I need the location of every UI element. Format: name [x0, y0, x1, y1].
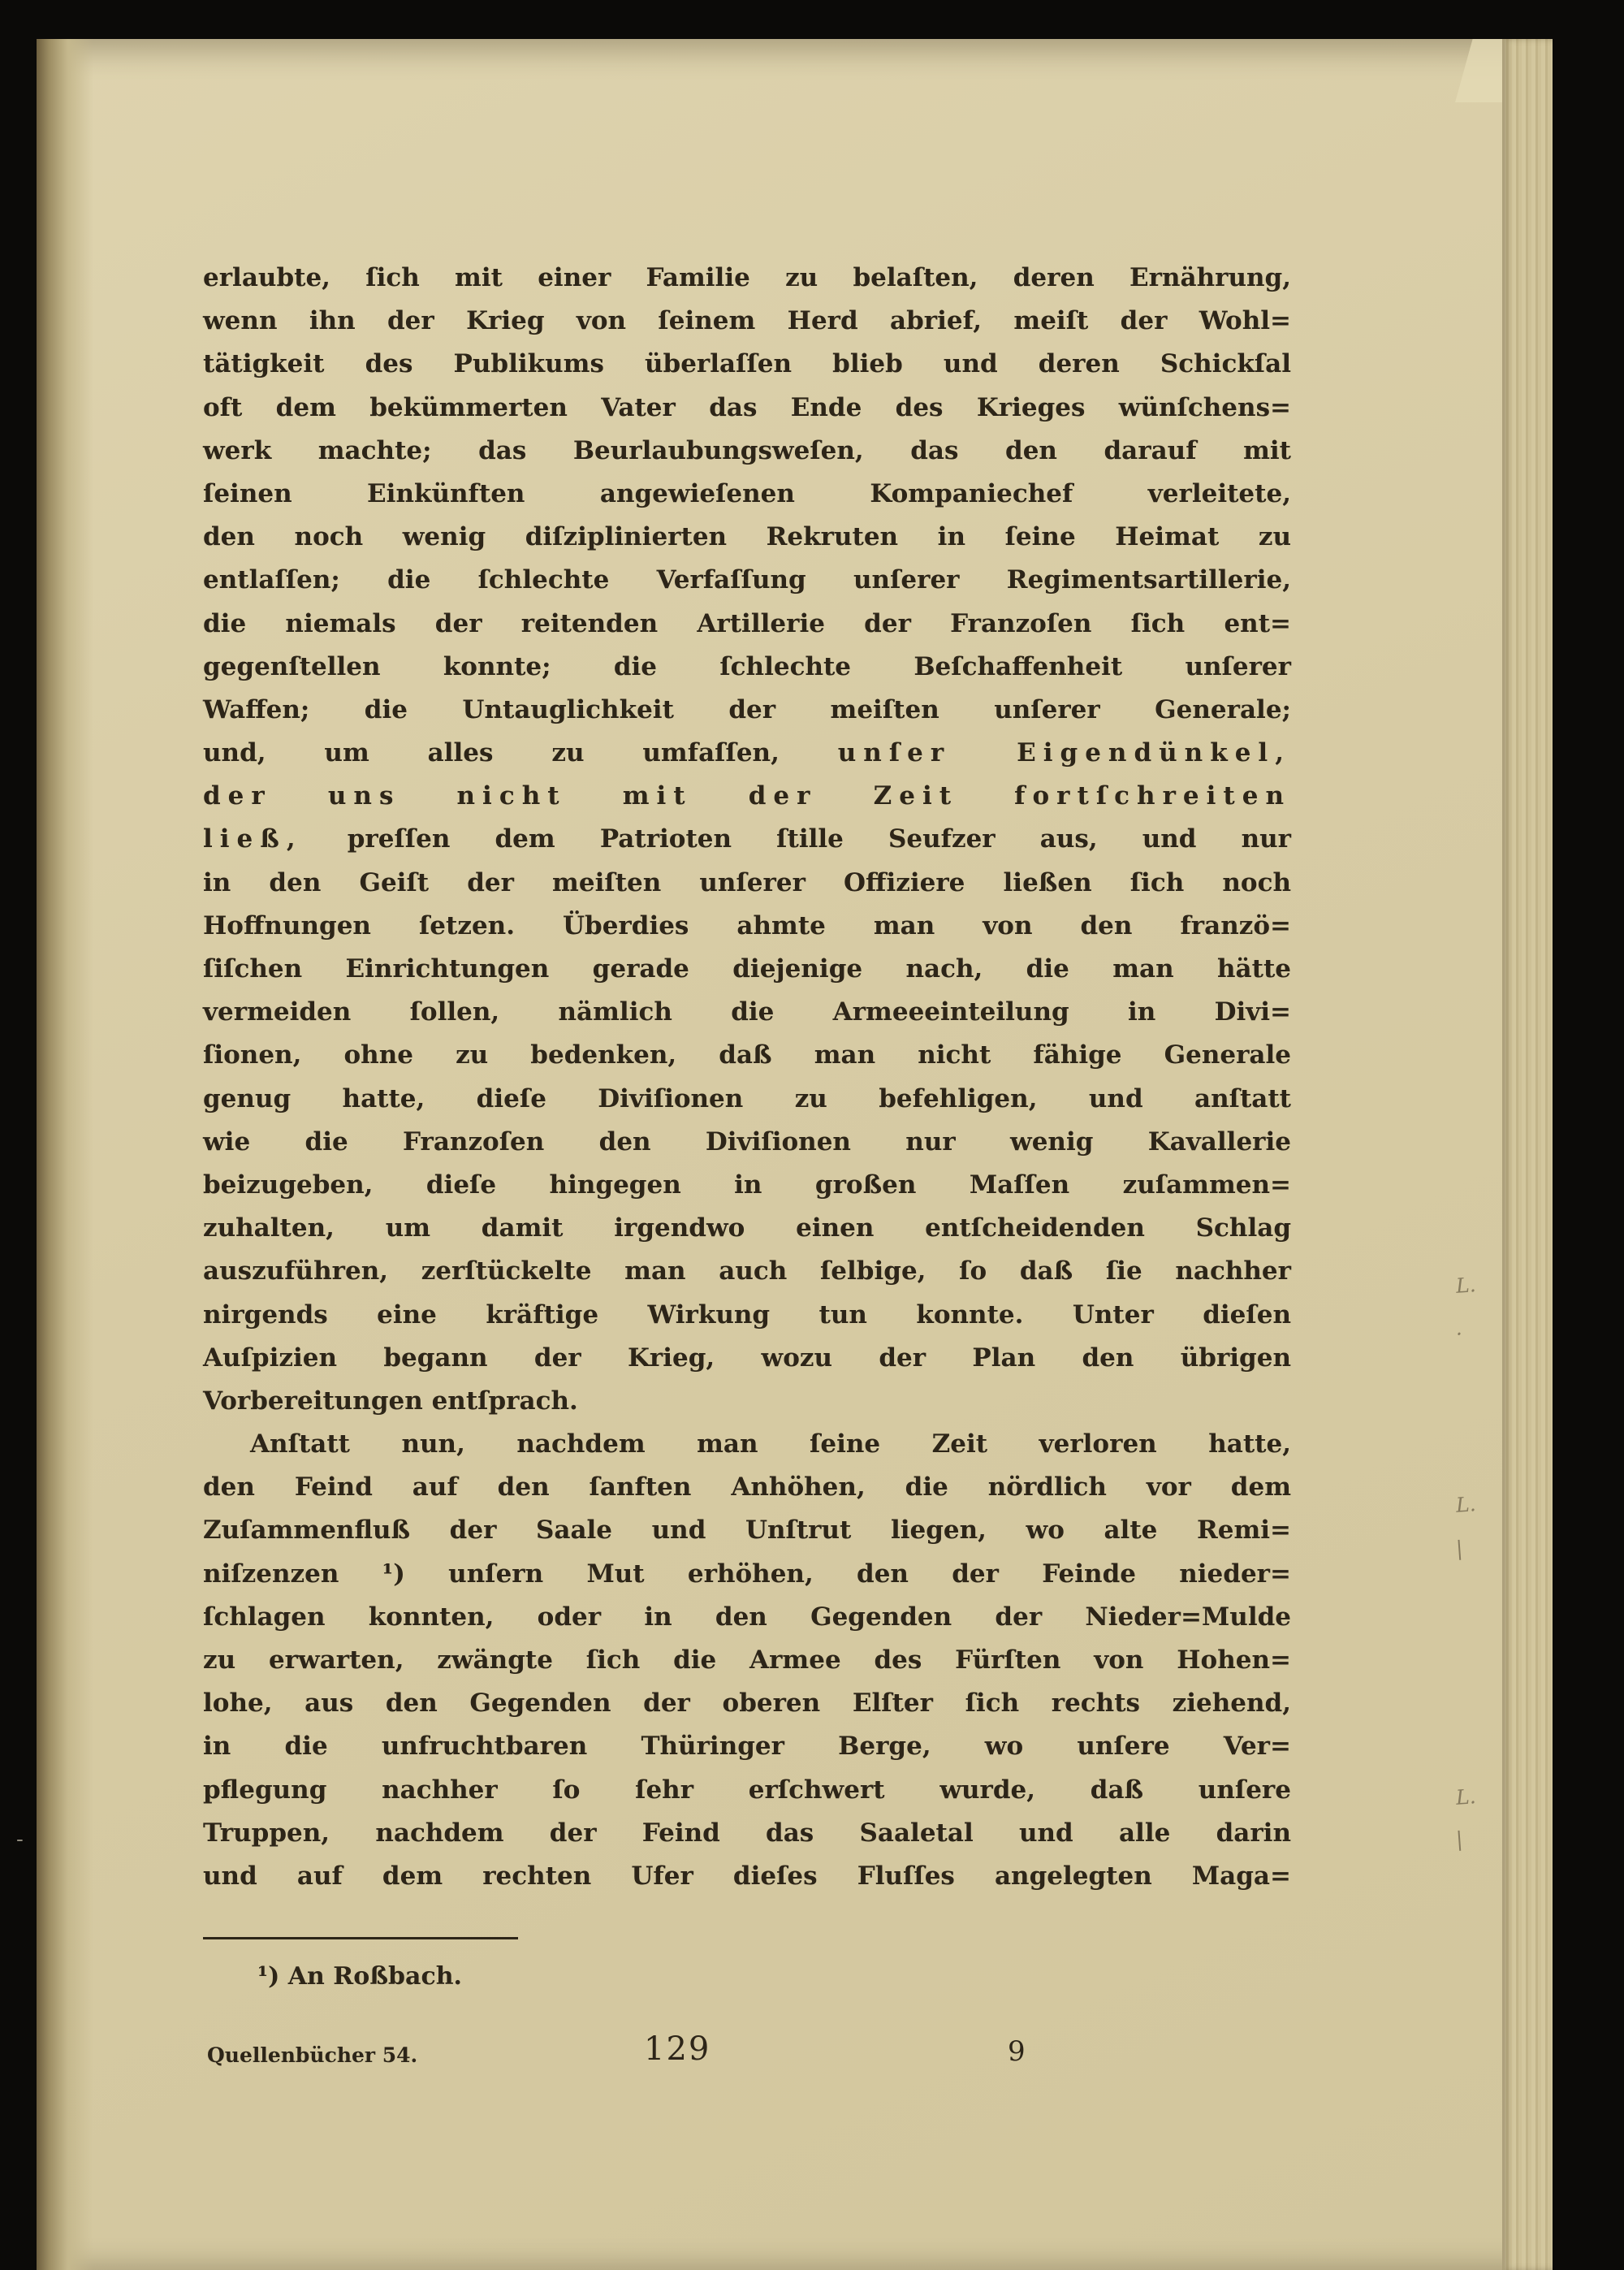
text-line	[203, 1725, 1291, 1768]
text-segment: vermeiden ſollen, nämlich die Armeeeinteilung in Divi=	[203, 997, 1291, 1027]
text-segment: oft dem bekümmerten Vater das Ende des Krieges wünſchens=	[203, 392, 1291, 422]
text-segment: genug hatte, dieſe Diviſionen zu befehligen, und anſtatt	[203, 1083, 1291, 1113]
text-line	[203, 905, 1291, 948]
text-segment: zu erwarten, zwängte ſich die Armee des Fürſten von Hohen=	[203, 1645, 1291, 1675]
text-segment: niſzenzen ¹) unſern Mut erhöhen, den der Feinde nieder=	[203, 1559, 1291, 1589]
text-segment: wenn ihn der Krieg von ſeinem Herd abrief, meiſt der Wohl=	[203, 306, 1291, 336]
text-line	[203, 1121, 1291, 1164]
text-line	[203, 1294, 1291, 1337]
text-segment: Zuſammenfluß der Saale und Unſtrut liegen, wo alte Remi=	[203, 1515, 1291, 1546]
text-segment: und auf dem rechten Ufer dieſes Fluſſes angelegten Maga=	[203, 1861, 1291, 1891]
gutter-shadow	[37, 39, 93, 2270]
pencil-mark: |	[1454, 1827, 1464, 1852]
text-line	[203, 732, 1291, 775]
text-line	[203, 1855, 1291, 1898]
text-line	[203, 818, 1291, 861]
text-line	[203, 559, 1291, 602]
text-segment: werk machte; das Beurlaubungsweſen, das den darauf mit	[203, 435, 1291, 465]
text-line	[203, 1466, 1291, 1509]
text-line	[203, 430, 1291, 473]
text-segment: die niemals der reitenden Artillerie der Franzoſen ſich ent=	[203, 608, 1291, 638]
spaced-text-segment: der uns nicht mit der Zeit fortſchreiten	[203, 781, 1291, 811]
text-segment: ſiſchen Einrichtungen gerade diejenige nach, die man hätte	[203, 954, 1291, 984]
text-line	[203, 1423, 1291, 1466]
text-line	[203, 343, 1291, 386]
text-segment: den noch wenig diſziplinierten Rekruten in ſeine Heimat zu	[203, 522, 1291, 552]
text-segment: preſſen dem Patrioten ſtille Seufzer aus, und nur	[302, 824, 1291, 854]
book-page	[37, 39, 1553, 2270]
text-segment: nirgends eine kräftige Wirkung tun konnte. Unter dieſen	[203, 1299, 1291, 1330]
text-segment: gegenſtellen konnte; die ſchlechte Beſchaffenheit unſerer	[203, 651, 1291, 681]
footnote-rule	[203, 1937, 518, 1939]
text-line	[203, 991, 1291, 1034]
edge-stray-mark: -	[16, 1827, 24, 1852]
text-segment: erlaubte, ſich mit einer Familie zu belaſten, deren Ernährung,	[203, 263, 1291, 292]
text-segment: tätigkeit des Publikums überlaſſen blieb und deren Schickſal	[203, 349, 1291, 379]
text-line	[203, 387, 1291, 430]
text-line	[203, 516, 1291, 559]
text-segment: Auſpizien begann der Krieg, wozu der Plan den übrigen	[203, 1343, 1291, 1373]
text-line	[203, 646, 1291, 689]
text-line	[203, 1639, 1291, 1682]
text-line	[203, 1034, 1291, 1077]
text-segment: pflegung nachher ſo ſehr erſchwert wurde, daß unſere	[203, 1775, 1291, 1805]
text-segment: in den Geiſt der meiſten unſerer Offiziere ließen ſich noch	[203, 867, 1291, 897]
spaced-text-segment: unſer Eigendünkel,	[837, 738, 1291, 768]
text-line	[203, 1812, 1291, 1855]
text-segment: ſionen, ohne zu bedenken, daß man nicht fähige Generale	[203, 1040, 1291, 1070]
text-line	[203, 1250, 1291, 1293]
pencil-mark: L.	[1455, 1492, 1477, 1517]
text-segment: Truppen, nachdem der Feind das Saaletal und alle darin	[203, 1818, 1291, 1848]
text-segment: zuhalten, um damit irgendwo einen entſcheidenden Schlag	[203, 1213, 1291, 1243]
signature-mark: 9	[1008, 2035, 1026, 2068]
text-line	[203, 948, 1291, 991]
footer-imprint: Quellenbücher 54.	[207, 2043, 418, 2067]
text-line	[203, 473, 1291, 516]
text-line	[203, 300, 1291, 343]
text-line	[203, 603, 1291, 646]
text-line	[203, 689, 1291, 732]
text-line	[203, 1337, 1291, 1380]
text-segment: Waffen; die Untauglichkeit der meiſten unſerer Generale;	[203, 694, 1291, 724]
text-line	[203, 1769, 1291, 1812]
text-segment: entlaſſen; die ſchlechte Verfaſſung unſerer Regimentsartillerie,	[203, 565, 1291, 595]
text-line	[203, 1682, 1291, 1725]
text-segment: und, um alles zu umfaſſen,	[203, 738, 838, 768]
text-segment: lohe, aus den Gegenden der oberen Elſter ſich rechts ziehend,	[203, 1688, 1291, 1719]
text-segment: Anſtatt nun, nachdem man ſeine Zeit verloren hatte,	[250, 1429, 1291, 1459]
pencil-mark: L.	[1455, 1784, 1477, 1810]
text-segment: wie die Franzoſen den Diviſionen nur wenig Kavallerie	[203, 1126, 1291, 1157]
footnote: ¹) An Roßbach.	[257, 1962, 462, 1991]
text-segment: Hoffnungen ſetzen. Überdies ahmte man von den franzö=	[203, 910, 1291, 940]
text-segment: auszuführen, zerſtückelte man auch ſelbige, ſo daß ſie nachher	[203, 1256, 1291, 1286]
text-segment: in die unfruchtbaren Thüringer Berge, wo unſere Ver=	[203, 1732, 1291, 1762]
text-line	[203, 1164, 1291, 1207]
page-text	[203, 257, 1291, 1898]
text-line	[203, 1596, 1291, 1639]
text-line	[203, 1078, 1291, 1121]
text-segment: den Feind auf den ſanften Anhöhen, die nördlich vor dem	[203, 1472, 1291, 1503]
pencil-mark: |	[1454, 1536, 1464, 1561]
text-line	[203, 257, 1291, 300]
text-line	[203, 1553, 1291, 1596]
text-segment: ſeinen Einkünften angewieſenen Kompaniechef verleitete,	[203, 478, 1291, 508]
page-number: 129	[644, 2030, 711, 2068]
text-line	[203, 775, 1291, 818]
text-line	[203, 862, 1291, 905]
pencil-mark: ·	[1454, 1321, 1463, 1347]
text-line	[203, 1509, 1291, 1552]
pencil-mark: L.	[1455, 1273, 1477, 1298]
text-segment: ſchlagen konnten, oder in den Gegenden der Nieder=Mulde	[203, 1602, 1291, 1632]
text-line	[203, 1207, 1291, 1250]
spaced-text-segment: ließ,	[203, 824, 303, 854]
text-segment: beizugeben, dieſe hingegen in großen Maſſen zuſammen=	[203, 1170, 1291, 1200]
page-edges	[1502, 39, 1553, 2270]
text-segment: Vorbereitungen entſprach.	[203, 1386, 578, 1416]
text-line	[203, 1380, 1291, 1423]
